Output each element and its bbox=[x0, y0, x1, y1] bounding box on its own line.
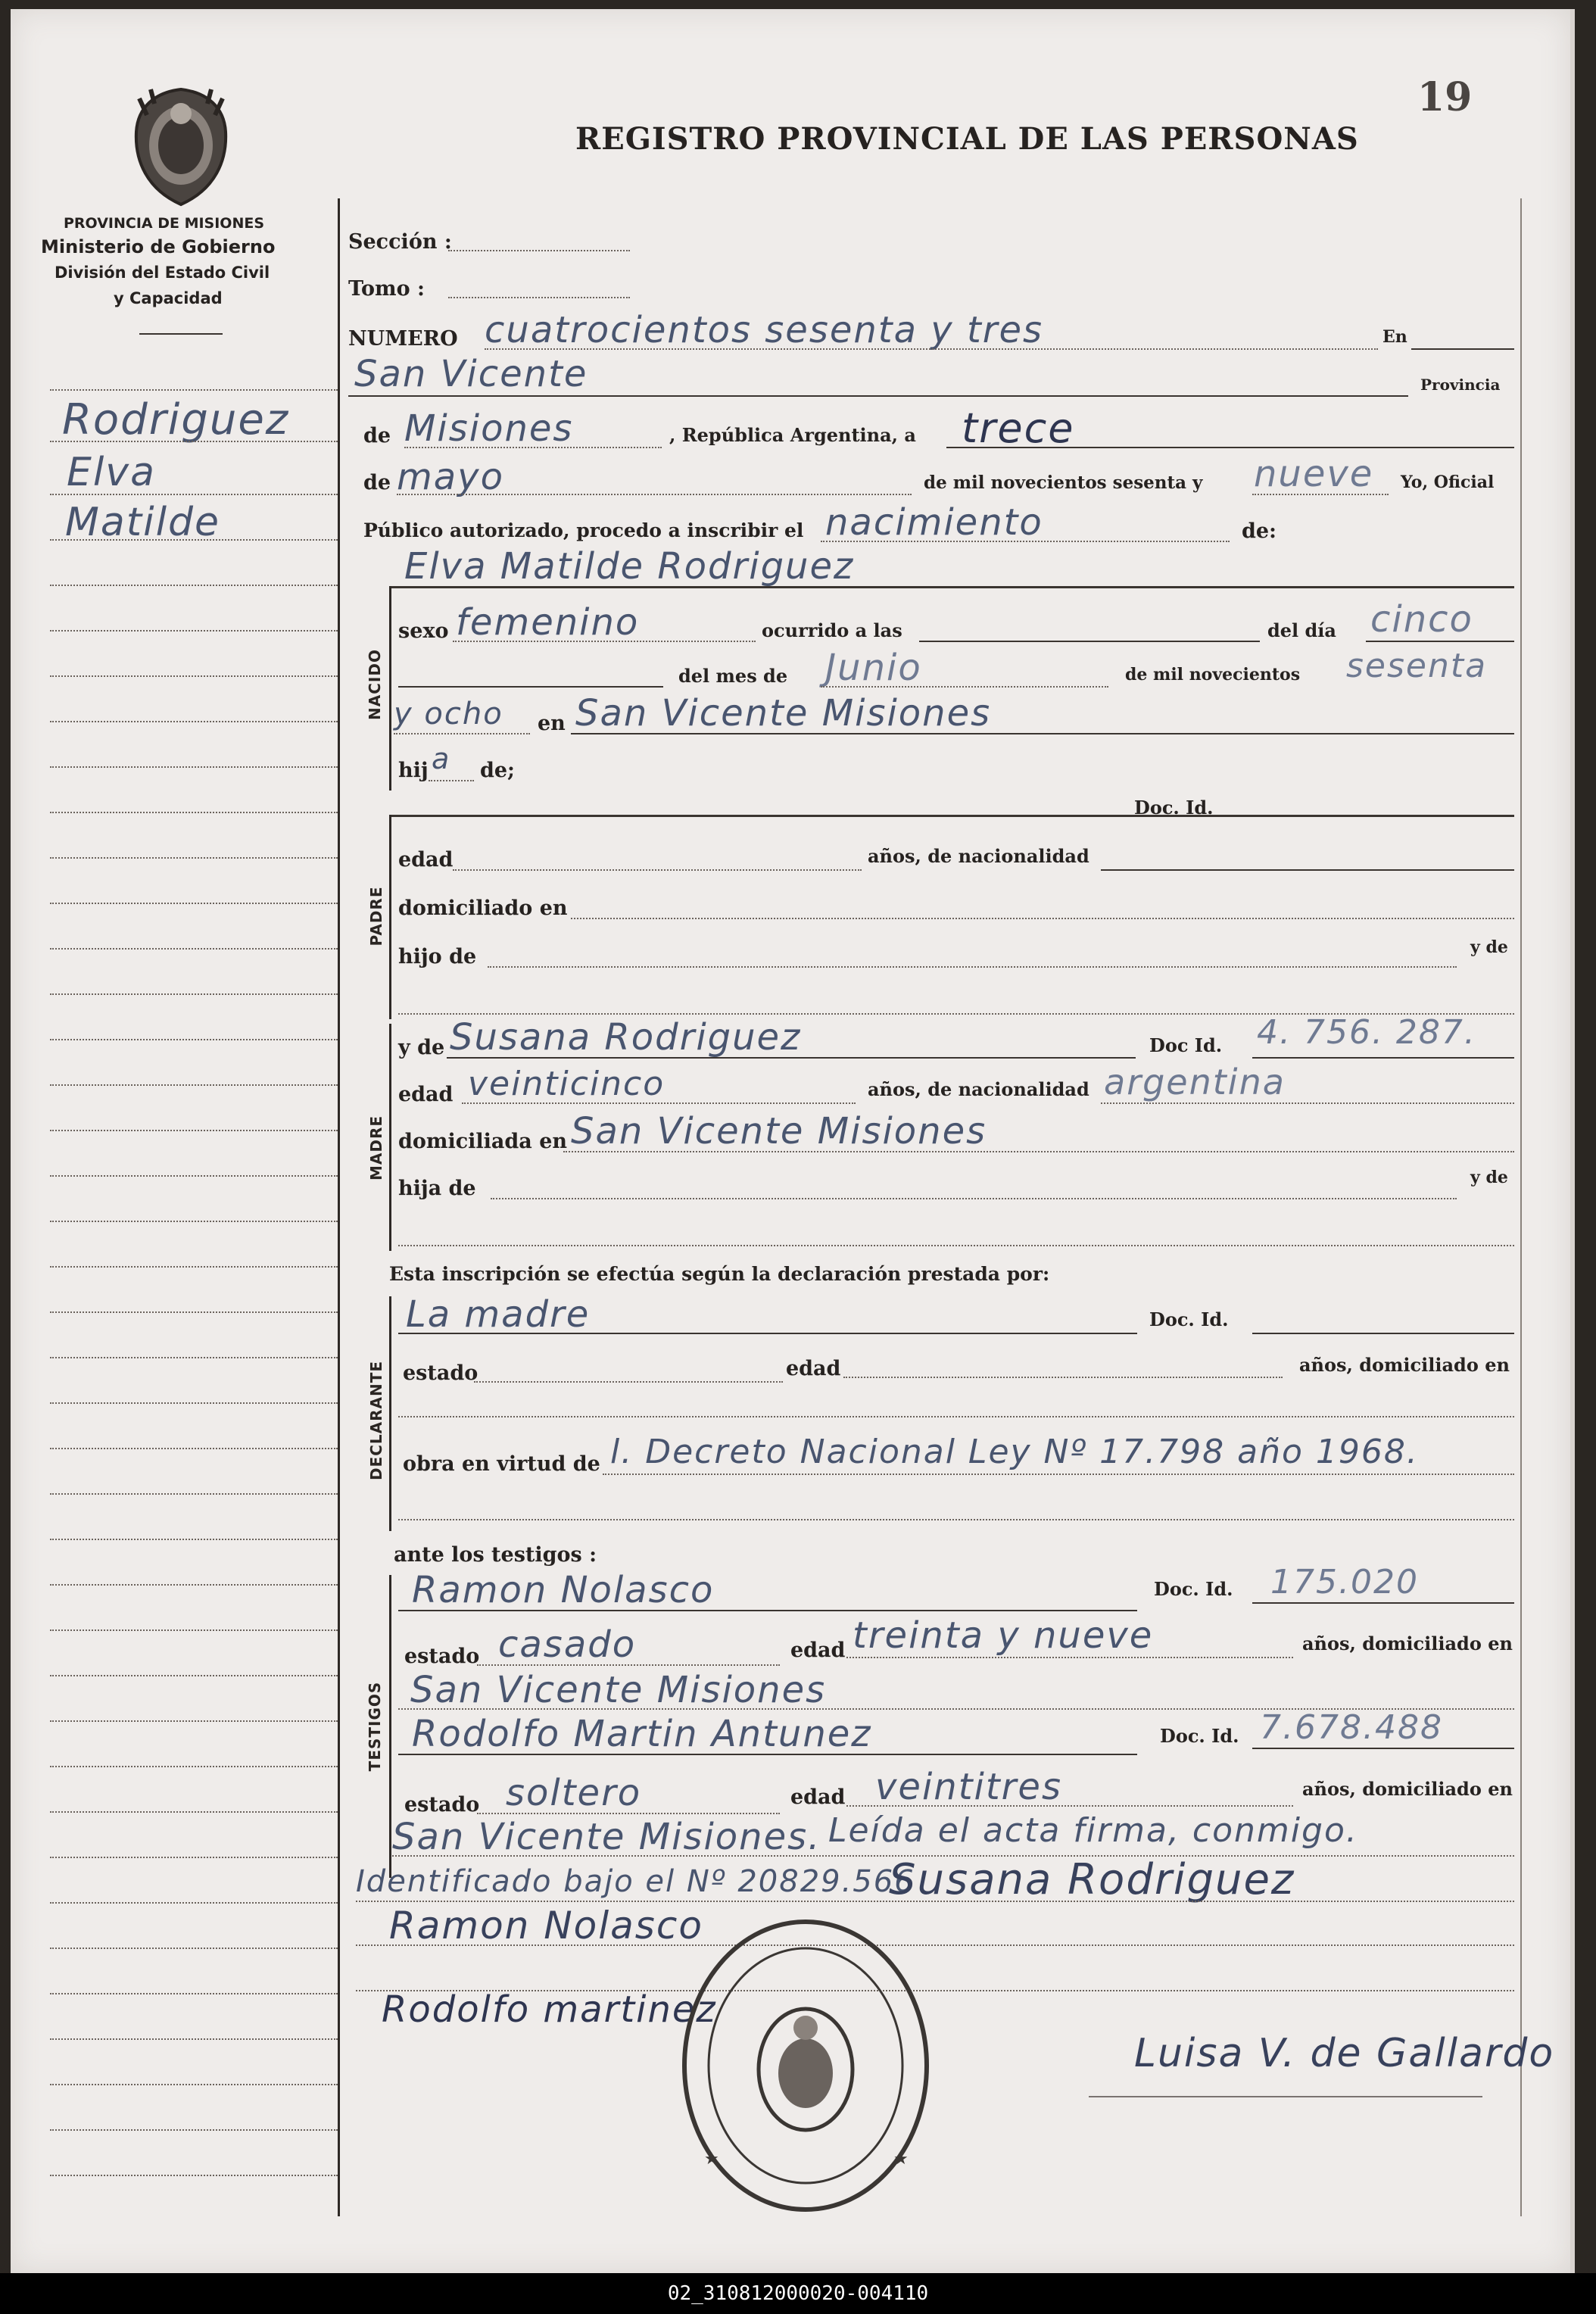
declarante-doc-line bbox=[1252, 1333, 1514, 1334]
mes-line bbox=[821, 686, 1108, 688]
month-line bbox=[397, 494, 912, 495]
signature-testigo1: Ramon Nolasco bbox=[389, 1904, 703, 1948]
day-line bbox=[946, 447, 1514, 448]
testigo2-estado-label: estado bbox=[404, 1793, 480, 1817]
birth-place-value: San Vicente Misiones bbox=[575, 692, 992, 734]
image-id-footer: 02_310812000020-004110 bbox=[0, 2273, 1596, 2314]
mes-label: del mes de bbox=[678, 665, 788, 687]
del-dia-label: del día bbox=[1267, 619, 1336, 641]
declarante-domicilio-line bbox=[398, 1416, 1514, 1417]
leida-text: Leída el acta firma, conmigo. bbox=[828, 1811, 1358, 1850]
numero-line bbox=[485, 348, 1378, 350]
madre-edad-value: veinticinco bbox=[468, 1065, 666, 1103]
month-value: mayo bbox=[397, 456, 504, 498]
testigo2-edad-line bbox=[846, 1805, 1293, 1807]
testigos-bracket bbox=[389, 1575, 391, 1878]
padre-section-label: PADRE bbox=[367, 886, 385, 946]
margin-divider bbox=[338, 198, 340, 2216]
register-page bbox=[11, 9, 1575, 2273]
madre-y-de2-label: y de bbox=[1470, 1168, 1508, 1187]
year-value: nueve bbox=[1254, 453, 1374, 495]
signature-oficial: Luisa V. de Gallardo bbox=[1134, 2031, 1555, 2076]
declarante-estado-line bbox=[474, 1381, 783, 1383]
nacido-name-line bbox=[389, 586, 1514, 588]
madre-extra-line bbox=[398, 1245, 1514, 1246]
hij-line bbox=[429, 780, 474, 781]
en-label: En bbox=[1382, 327, 1407, 347]
nacido-bracket bbox=[389, 586, 391, 791]
madre-name-line bbox=[447, 1057, 1136, 1059]
testigo1-doc-line bbox=[1252, 1602, 1514, 1604]
provincia-label: Provincia bbox=[1420, 376, 1501, 394]
declarante-extra-line bbox=[398, 1519, 1514, 1520]
declaracion-label: Esta inscripción se efectúa según la declaración prestada por: bbox=[389, 1263, 1050, 1285]
declarante-section-label: DECLARANTE bbox=[367, 1360, 385, 1481]
testigo1-domicilio-value: San Vicente Misiones bbox=[410, 1669, 827, 1711]
testigo1-name-value: Ramon Nolasco bbox=[412, 1569, 715, 1611]
nacido-en-label: en bbox=[538, 712, 566, 735]
svg-text:★: ★ bbox=[704, 2150, 719, 2169]
agency-ministry: Ministerio de Gobierno bbox=[41, 236, 276, 257]
madre-nacionalidad-line bbox=[1101, 1102, 1514, 1104]
obra-label: obra en virtud de bbox=[403, 1452, 600, 1476]
hij-value: a bbox=[432, 742, 451, 775]
declarante-doc-label: Doc. Id. bbox=[1149, 1308, 1229, 1330]
padre-nacionalidad-line bbox=[1101, 869, 1514, 871]
declarante-name-line bbox=[398, 1333, 1137, 1334]
obra-value: l. Decreto Nacional Ley Nº 17.798 año 1968. bbox=[610, 1433, 1419, 1471]
declarante-estado-label: estado bbox=[403, 1361, 478, 1385]
tomo-label: Tomo : bbox=[348, 277, 425, 301]
page-title: REGISTRO PROVINCIAL DE LAS PERSONAS bbox=[575, 121, 1359, 157]
year2-line bbox=[394, 733, 530, 734]
testigo2-anos-label: años, domiciliado en bbox=[1302, 1778, 1513, 1800]
de-label: de bbox=[363, 424, 391, 448]
tomo-line bbox=[448, 297, 630, 298]
madre-domicilio-line bbox=[563, 1151, 1514, 1152]
mes-pre-line bbox=[398, 686, 663, 688]
agency-rule bbox=[139, 333, 223, 335]
de3-label: de: bbox=[1242, 519, 1277, 543]
testigo1-name-line bbox=[398, 1610, 1137, 1611]
hij-label: hij bbox=[398, 759, 429, 782]
testigo2-doc-value: 7.678.488 bbox=[1260, 1708, 1443, 1747]
ocurrido-line bbox=[919, 641, 1260, 642]
padre-y-de-label: y de bbox=[1470, 937, 1508, 957]
de2-label: de bbox=[363, 471, 391, 494]
mil-label: de mil novecientos bbox=[1125, 665, 1301, 685]
official-seal-stamp bbox=[677, 1914, 934, 2217]
acto-value: nacimiento bbox=[825, 501, 1043, 544]
testigo1-estado-value: casado bbox=[498, 1623, 637, 1666]
madre-anos-label: años, de nacionalidad bbox=[868, 1078, 1089, 1100]
declarante-edad-line bbox=[843, 1377, 1283, 1378]
sexo-label: sexo bbox=[398, 619, 449, 643]
testigo2-estado-value: soltero bbox=[506, 1772, 642, 1814]
madre-hija-label: hija de bbox=[398, 1177, 476, 1200]
testigo2-doc-line bbox=[1252, 1748, 1514, 1749]
testigos-label: ante los testigos : bbox=[394, 1543, 597, 1567]
madre-doc-label: Doc Id. bbox=[1149, 1034, 1223, 1056]
testigo1-estado-line bbox=[477, 1664, 780, 1666]
padre-top-line bbox=[389, 815, 1514, 817]
closing-line-3 bbox=[356, 1944, 1514, 1946]
year-line bbox=[1252, 494, 1389, 495]
acto-line bbox=[821, 541, 1230, 542]
padre-hijo-label: hijo de bbox=[398, 945, 477, 968]
padre-edad-label: edad bbox=[398, 848, 454, 872]
sexo-line bbox=[453, 641, 756, 642]
madre-bracket bbox=[389, 1024, 391, 1251]
margin-middle-name: Matilde bbox=[65, 500, 221, 545]
testigo1-estado-label: estado bbox=[404, 1645, 480, 1668]
numero-label: NUMERO bbox=[348, 327, 458, 351]
nacido-de-label: de; bbox=[480, 759, 516, 782]
page-number: 19 bbox=[1417, 74, 1473, 120]
testigo1-edad-line bbox=[846, 1657, 1293, 1658]
padre-domicilio-line bbox=[571, 918, 1514, 919]
margin-surname: Rodriguez bbox=[62, 395, 290, 444]
closing-line-2 bbox=[356, 1901, 1514, 1902]
madre-edad-line bbox=[462, 1102, 856, 1104]
seccion-line bbox=[448, 250, 630, 251]
oficial-signature-line bbox=[1089, 2096, 1482, 2097]
city-value: San Vicente bbox=[354, 353, 588, 395]
declarante-edad-label: edad bbox=[786, 1357, 841, 1380]
declarante-anos-label: años, domiciliado en bbox=[1299, 1354, 1510, 1376]
obra-line bbox=[603, 1474, 1514, 1475]
madre-doc-value: 4. 756. 287. bbox=[1257, 1013, 1476, 1052]
day-value: trece bbox=[962, 404, 1075, 452]
padre-doc-label: Doc. Id. bbox=[1134, 797, 1214, 819]
madre-doc-line bbox=[1252, 1057, 1514, 1059]
sexo-value: femenino bbox=[456, 601, 640, 644]
margin-first-name: Elva bbox=[67, 450, 156, 495]
testigo2-edad-value: veintitres bbox=[875, 1766, 1062, 1808]
year2-value: y ocho bbox=[394, 697, 503, 731]
testigo1-edad-label: edad bbox=[790, 1639, 846, 1662]
madre-domiciliada-label: domiciliada en bbox=[398, 1130, 568, 1153]
identificado-text: Identificado bajo el Nº 20829.566 bbox=[356, 1864, 915, 1899]
agency-capacidad: y Capacidad bbox=[114, 289, 223, 307]
madre-edad-label: edad bbox=[398, 1083, 454, 1106]
madre-nacionalidad-value: argentina bbox=[1104, 1062, 1286, 1102]
province-value: Misiones bbox=[404, 407, 574, 450]
year1-value: sesenta bbox=[1346, 647, 1488, 685]
testigo2-domicilio-value: San Vicente Misiones. bbox=[392, 1816, 821, 1858]
padre-anos-label: años, de nacionalidad bbox=[868, 845, 1089, 867]
padre-domiciliado-label: domiciliado en bbox=[398, 897, 568, 920]
publico-label: Público autorizado, procedo a inscribir el bbox=[363, 519, 804, 541]
padre-hijo-line bbox=[488, 966, 1457, 968]
testigo1-doc-value: 175.020 bbox=[1270, 1563, 1419, 1601]
mes-value: Junio bbox=[825, 647, 922, 689]
birth-place-line bbox=[571, 733, 1514, 734]
madre-section-label: MADRE bbox=[367, 1115, 385, 1181]
nacido-section-label: NACIDO bbox=[366, 649, 384, 720]
dia-line bbox=[1366, 641, 1514, 642]
testigo2-name-line bbox=[398, 1754, 1137, 1755]
coat-of-arms-emblem bbox=[124, 85, 238, 210]
svg-text:★: ★ bbox=[893, 2150, 909, 2169]
testigo1-anos-label: años, domiciliado en bbox=[1302, 1633, 1513, 1654]
testigo1-edad-value: treinta y nueve bbox=[853, 1614, 1154, 1657]
en-line bbox=[1411, 348, 1514, 350]
declarante-bracket bbox=[389, 1296, 391, 1531]
nacido-name-value: Elva Matilde Rodriguez bbox=[404, 545, 855, 588]
province-line bbox=[404, 447, 662, 448]
madre-y-de-label: y de bbox=[398, 1036, 445, 1059]
testigo1-doc-label: Doc. Id. bbox=[1154, 1578, 1233, 1600]
testigo2-estado-line bbox=[477, 1813, 780, 1814]
city-line bbox=[348, 395, 1408, 397]
madre-name-value: Susana Rodriguez bbox=[450, 1016, 802, 1059]
agency-province: PROVINCIA DE MISIONES bbox=[64, 215, 265, 232]
padre-bracket bbox=[389, 815, 391, 1019]
signature-testigo2: Rodolfo martinez bbox=[382, 1988, 717, 2031]
padre-edad-line bbox=[453, 869, 862, 871]
testigo2-doc-label: Doc. Id. bbox=[1160, 1725, 1239, 1747]
agency-division: División del Estado Civil bbox=[55, 264, 270, 282]
numero-value: cuatrocientos sesenta y tres bbox=[485, 309, 1044, 351]
signature-madre: Susana Rodriguez bbox=[889, 1855, 1295, 1904]
ocurrido-label: ocurrido a las bbox=[762, 619, 902, 641]
madre-domicilio-value: San Vicente Misiones bbox=[571, 1110, 987, 1152]
year-prefix-label: de mil novecientos sesenta y bbox=[924, 472, 1203, 493]
declarante-name-value: La madre bbox=[406, 1293, 591, 1336]
testigo2-name-value: Rodolfo Martin Antunez bbox=[412, 1713, 872, 1755]
oficial-label: Yo, Oficial bbox=[1401, 472, 1495, 492]
dia-value: cinco bbox=[1370, 598, 1473, 641]
testigo2-edad-label: edad bbox=[790, 1785, 846, 1809]
republica-label: , República Argentina, a bbox=[669, 424, 916, 446]
form-right-border bbox=[1520, 198, 1522, 2216]
seccion-label: Sección : bbox=[348, 230, 452, 254]
madre-hija-line bbox=[491, 1198, 1457, 1199]
testigos-section-label: TESTIGOS bbox=[366, 1681, 384, 1772]
